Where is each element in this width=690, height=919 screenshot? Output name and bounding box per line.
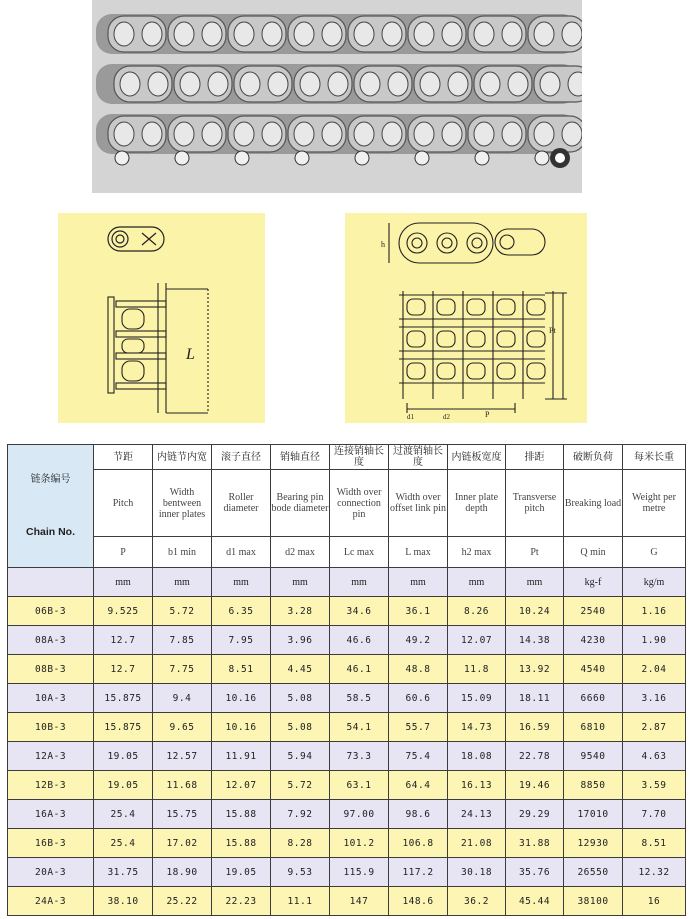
value-cell: 12930 [564,829,623,858]
header-row-unit [8,568,686,597]
value-cell: 46.6 [330,626,389,655]
value-cell: 38100 [564,887,623,916]
value-cell: 54.1 [330,713,389,742]
value-cell: 55.7 [389,713,448,742]
value-cell: 63.1 [330,771,389,800]
value-cell: 45.44 [506,887,564,916]
side-view-diagram [58,213,265,423]
value-cell: 15.75 [153,800,212,829]
value-cell: 4.45 [271,655,330,684]
value-cell: 4230 [564,626,623,655]
value-cell: 19.46 [506,771,564,800]
header-unit: mm [271,568,330,597]
header-unit: mm [389,568,448,597]
table-row [8,887,686,916]
header-zh: 滚子直径 [212,445,271,470]
chain-no-cell: 24A-3 [8,887,94,916]
value-cell: 18.11 [506,684,564,713]
side-view-drawing [58,213,265,423]
header-row-english [8,470,686,537]
header-symbol: Q min [564,537,623,568]
value-cell: 18.90 [153,858,212,887]
header-unit: mm [506,568,564,597]
d1-label: d1 [407,413,414,421]
value-cell: 13.92 [506,655,564,684]
value-cell: 15.875 [94,713,153,742]
header-unit [8,568,94,597]
header-row-symbol [8,537,686,568]
value-cell: 12.07 [212,771,271,800]
header-symbol: b1 min [153,537,212,568]
value-cell: 11.91 [212,742,271,771]
value-cell: 25.4 [94,829,153,858]
header-symbol: P [94,537,153,568]
transverse-pitch-label: Pt [549,326,556,335]
header-zh: 内链节内宽 [153,445,212,470]
value-cell: 6.35 [212,597,271,626]
header-unit: mm [153,568,212,597]
value-cell: 9540 [564,742,623,771]
value-cell: 10.16 [212,684,271,713]
value-cell: 6810 [564,713,623,742]
header-en: Pitch [94,470,153,537]
value-cell: 6660 [564,684,623,713]
header-symbol: L max [389,537,448,568]
value-cell: 31.88 [506,829,564,858]
header-zh: 连接销轴长度 [330,445,389,470]
chain-spec-table [7,444,686,916]
chain-no-header [8,445,94,568]
value-cell: 17010 [564,800,623,829]
value-cell: 5.94 [271,742,330,771]
table-row [8,713,686,742]
value-cell: 1.16 [623,597,686,626]
value-cell: 26550 [564,858,623,887]
header-zh: 排距 [506,445,564,470]
value-cell: 16.13 [448,771,506,800]
value-cell: 11.8 [448,655,506,684]
header-en: Weight per metre [623,470,686,537]
triplex-chain-image [92,0,582,193]
value-cell: 7.70 [623,800,686,829]
value-cell: 14.38 [506,626,564,655]
header-zh: 链条编号 [30,474,71,485]
header-en: Breaking load [564,470,623,537]
value-cell: 18.08 [448,742,506,771]
value-cell: 10.16 [212,713,271,742]
value-cell: 15.875 [94,684,153,713]
header-unit: mm [94,568,153,597]
value-cell: 97.00 [330,800,389,829]
header-zh: 破断负荷 [564,445,623,470]
value-cell: 117.2 [389,858,448,887]
value-cell: 147 [330,887,389,916]
value-cell: 36.2 [448,887,506,916]
value-cell: 75.4 [389,742,448,771]
value-cell: 24.13 [448,800,506,829]
value-cell: 29.29 [506,800,564,829]
value-cell: 2.87 [623,713,686,742]
value-cell: 25.4 [94,800,153,829]
chain-no-cell: 12A-3 [8,742,94,771]
pitch-label: P [485,410,490,419]
value-cell: 10.24 [506,597,564,626]
header-zh: 节距 [94,445,153,470]
header-en: Width over offset link pin [389,470,448,537]
value-cell: 5.72 [153,597,212,626]
value-cell: 14.73 [448,713,506,742]
value-cell: 16.59 [506,713,564,742]
value-cell: 15.88 [212,800,271,829]
value-cell: 12.7 [94,655,153,684]
value-cell: 17.02 [153,829,212,858]
value-cell: 9.525 [94,597,153,626]
plate-height-label: h [381,240,385,249]
value-cell: 49.2 [389,626,448,655]
value-cell: 4540 [564,655,623,684]
header-symbol: Pt [506,537,564,568]
header-en: Width bentween inner plates [153,470,212,537]
value-cell: 12.07 [448,626,506,655]
value-cell: 106.8 [389,829,448,858]
header-symbol: h2 max [448,537,506,568]
header-unit: mm [212,568,271,597]
value-cell: 7.95 [212,626,271,655]
value-cell: 12.7 [94,626,153,655]
value-cell: 115.9 [330,858,389,887]
table-row [8,626,686,655]
value-cell: 8.26 [448,597,506,626]
header-zh: 过渡销轴长度 [389,445,448,470]
value-cell: 15.09 [448,684,506,713]
header-unit: kg/m [623,568,686,597]
value-cell: 9.53 [271,858,330,887]
header-en: Transverse pitch [506,470,564,537]
value-cell: 35.76 [506,858,564,887]
header-symbol: d2 max [271,537,330,568]
header-en: Roller diameter [212,470,271,537]
value-cell: 98.6 [389,800,448,829]
header-unit: mm [330,568,389,597]
header-en: Width over connection pin [330,470,389,537]
table-row [8,800,686,829]
value-cell: 2.04 [623,655,686,684]
table-row [8,858,686,887]
value-cell: 4.63 [623,742,686,771]
chain-no-cell: 10A-3 [8,684,94,713]
top-view-diagram [345,213,587,423]
value-cell: 5.08 [271,684,330,713]
chain-no-cell: 20A-3 [8,858,94,887]
value-cell: 48.8 [389,655,448,684]
value-cell: 12.57 [153,742,212,771]
value-cell: 8850 [564,771,623,800]
header-en: Chain No. [26,526,75,538]
chain-no-cell: 06B-3 [8,597,94,626]
chain-no-cell: 10B-3 [8,713,94,742]
value-cell: 15.88 [212,829,271,858]
value-cell: 11.68 [153,771,212,800]
value-cell: 64.4 [389,771,448,800]
value-cell: 7.92 [271,800,330,829]
value-cell: 73.3 [330,742,389,771]
table-row [8,829,686,858]
table-row [8,684,686,713]
value-cell: 5.72 [271,771,330,800]
chain-no-cell: 12B-3 [8,771,94,800]
value-cell: 5.08 [271,713,330,742]
value-cell: 11.1 [271,887,330,916]
value-cell: 3.59 [623,771,686,800]
value-cell: 101.2 [330,829,389,858]
value-cell: 22.23 [212,887,271,916]
chain-photo [92,0,582,193]
length-label: L [186,346,195,363]
value-cell: 19.05 [94,771,153,800]
value-cell: 34.6 [330,597,389,626]
value-cell: 3.28 [271,597,330,626]
header-zh: 销轴直径 [271,445,330,470]
table-row [8,742,686,771]
value-cell: 1.90 [623,626,686,655]
header-unit: mm [448,568,506,597]
header-zh: 内链板宽度 [448,445,506,470]
value-cell: 3.16 [623,684,686,713]
top-view-drawing [345,213,587,423]
value-cell: 8.28 [271,829,330,858]
value-cell: 25.22 [153,887,212,916]
value-cell: 31.75 [94,858,153,887]
value-cell: 148.6 [389,887,448,916]
value-cell: 60.6 [389,684,448,713]
value-cell: 16 [623,887,686,916]
value-cell: 3.96 [271,626,330,655]
chain-no-cell: 08B-3 [8,655,94,684]
table-row [8,597,686,626]
header-en: Bearing pin bode diameter [271,470,330,537]
value-cell: 46.1 [330,655,389,684]
header-symbol: d1 max [212,537,271,568]
chain-no-cell: 16B-3 [8,829,94,858]
value-cell: 9.65 [153,713,212,742]
table-row [8,655,686,684]
value-cell: 21.08 [448,829,506,858]
value-cell: 2540 [564,597,623,626]
header-en: Inner plate depth [448,470,506,537]
d2-label: d2 [443,413,450,421]
header-unit: kg-f [564,568,623,597]
value-cell: 30.18 [448,858,506,887]
chain-no-cell: 16A-3 [8,800,94,829]
header-zh: 每米长重 [623,445,686,470]
value-cell: 38.10 [94,887,153,916]
value-cell: 7.75 [153,655,212,684]
value-cell: 12.32 [623,858,686,887]
value-cell: 8.51 [623,829,686,858]
header-symbol: Lc max [330,537,389,568]
value-cell: 19.05 [212,858,271,887]
value-cell: 8.51 [212,655,271,684]
header-symbol: G [623,537,686,568]
value-cell: 36.1 [389,597,448,626]
value-cell: 58.5 [330,684,389,713]
value-cell: 19.05 [94,742,153,771]
table-row [8,771,686,800]
value-cell: 7.85 [153,626,212,655]
value-cell: 22.78 [506,742,564,771]
header-row-chinese [8,445,686,470]
value-cell: 9.4 [153,684,212,713]
chain-no-cell: 08A-3 [8,626,94,655]
